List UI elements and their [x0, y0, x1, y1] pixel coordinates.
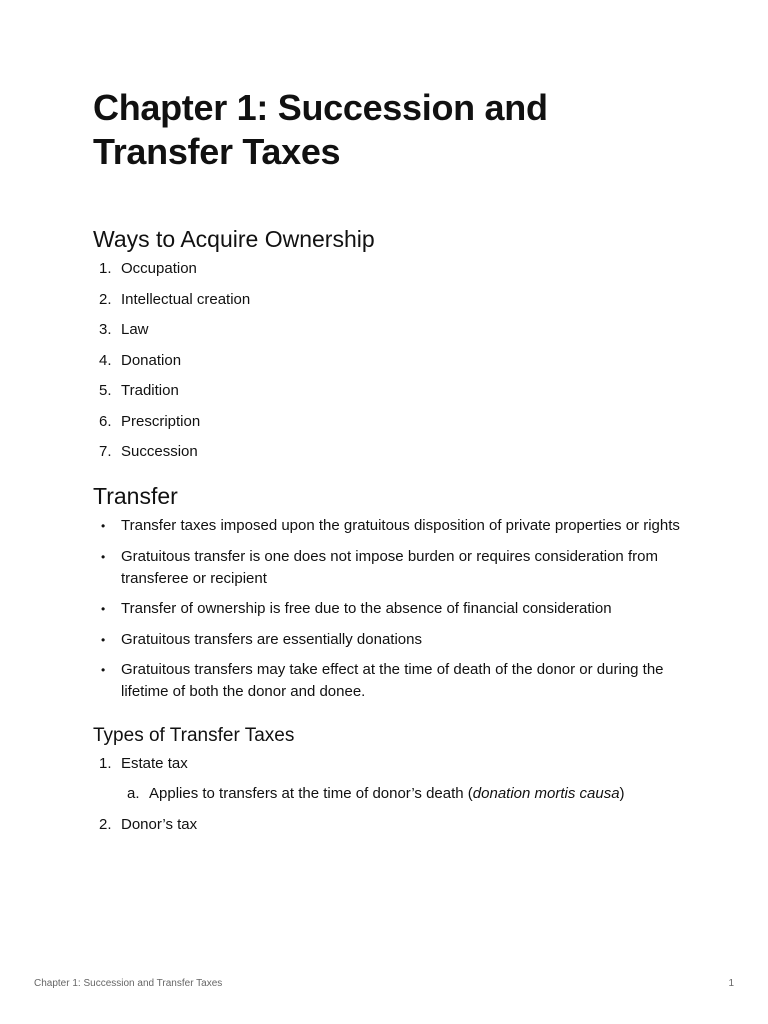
footer-document-title: Chapter 1: Succession and Transfer Taxes [34, 978, 223, 989]
document-page [93, 86, 693, 844]
list-marker: 1. [99, 755, 112, 772]
list-item-text: Donor’s tax [121, 815, 198, 833]
sub-item-italic-term: donation mortis causa [472, 785, 620, 802]
list-item [93, 289, 693, 311]
list-item-text: Succession [121, 443, 198, 460]
list-marker: 2. [99, 815, 112, 833]
bullet-item [93, 598, 693, 620]
list-item-text: Tradition [121, 382, 179, 399]
list-marker: 5. [99, 382, 112, 399]
bullet-marker: • [101, 632, 106, 647]
list-item [93, 814, 693, 836]
bullet-item-text: Gratuitous transfer is one does not impose burden or requires consideration from transferee or recipient [121, 547, 658, 587]
bullet-item-text: Transfer of ownership is free due to the absence of financial consideration [121, 600, 612, 617]
list-item [93, 441, 693, 463]
bullet-marker: • [101, 602, 106, 616]
list-item [93, 380, 693, 402]
sub-item-text-end: ) [619, 785, 625, 802]
list-marker: 1. [99, 260, 112, 277]
list-marker: 3. [99, 321, 112, 338]
transfer-bullet-list [93, 515, 693, 703]
list-item [93, 350, 693, 372]
list-item [93, 258, 693, 280]
list-item [93, 319, 693, 341]
bullet-item [93, 629, 693, 651]
list-item-text: Prescription [121, 412, 201, 430]
ownership-list [93, 258, 693, 463]
bullet-marker: • [101, 663, 106, 677]
bullet-marker: • [101, 549, 106, 564]
list-item-text: Intellectual creation [121, 290, 251, 308]
list-item [93, 753, 693, 805]
sub-item-text-start: Applies to transfers at the time of donor’s death ( [149, 785, 473, 802]
bullet-item-text: Gratuitous transfers may take effect at the time of death of the donor or during the lifetime of both the donor and donee. [121, 661, 664, 700]
bullet-item [93, 515, 693, 537]
list-marker: 7. [99, 443, 112, 460]
section-heading-ownership: Ways to Acquire Ownership [93, 226, 375, 252]
sub-list-item [121, 783, 693, 805]
bullet-item-text: Gratuitous transfers are essentially donations [121, 630, 422, 648]
section-heading-transfer: Transfer [93, 483, 178, 509]
list-marker: 2. [99, 290, 112, 308]
list-item-text: Law [121, 321, 149, 338]
list-item-text: Estate tax [121, 755, 188, 772]
list-item-text: Donation [121, 351, 182, 369]
sub-list-marker: a. [127, 785, 140, 802]
list-item-text: Occupation [121, 260, 197, 277]
bullet-item [93, 546, 693, 590]
page-number: 1 [728, 978, 734, 989]
list-marker: 6. [99, 412, 112, 430]
bullet-marker: • [101, 519, 106, 533]
estate-tax-sub-list [121, 783, 693, 805]
bullet-item [93, 659, 693, 703]
types-list [93, 753, 693, 836]
list-item [93, 411, 693, 433]
subsection-heading-types: Types of Transfer Taxes [93, 725, 295, 746]
bullet-item-text: Transfer taxes imposed upon the gratuitous disposition of private properties or rights [121, 517, 680, 534]
list-marker: 4. [99, 351, 112, 369]
page-title: Chapter 1: Succession and Transfer Taxes [93, 87, 548, 172]
